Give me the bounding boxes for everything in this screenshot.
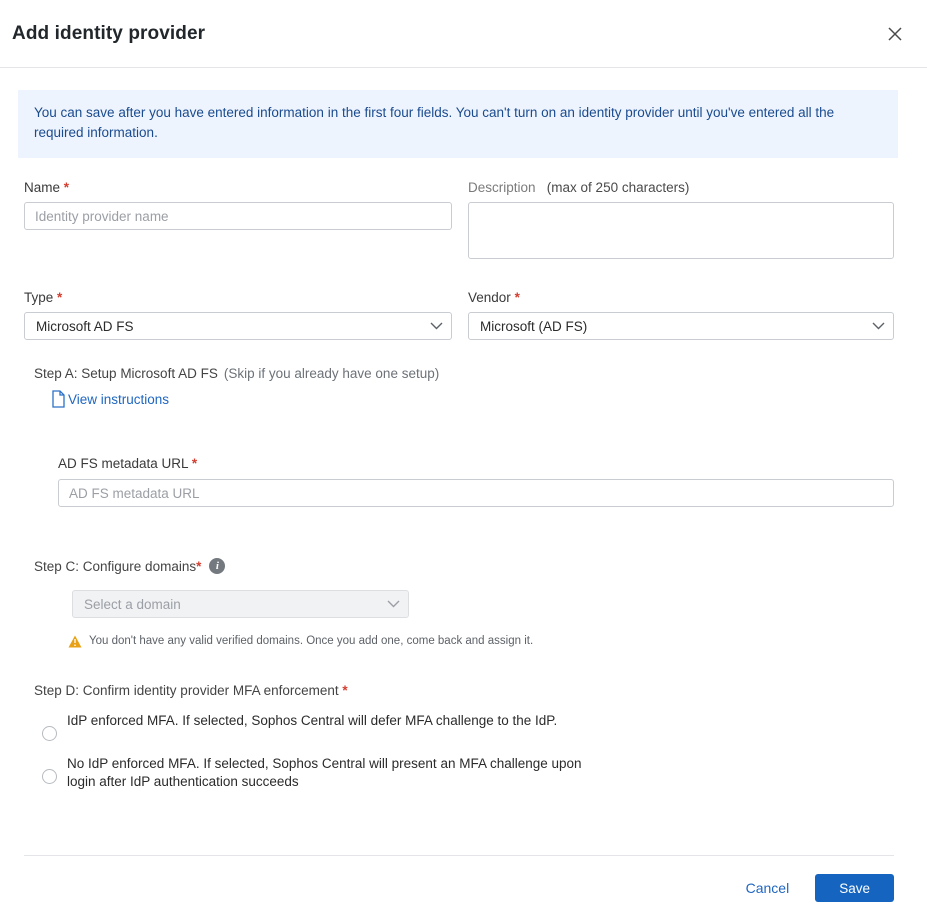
step-a-text: Step A: Setup Microsoft AD FS <box>34 366 218 381</box>
mfa-option-idp-enforced[interactable] <box>42 712 894 741</box>
dialog-body <box>0 68 927 791</box>
name-field-group <box>24 180 452 264</box>
metadata-url-required-marker: * <box>191 456 198 471</box>
description-textarea[interactable] <box>468 202 894 259</box>
vendor-required-marker: * <box>514 290 520 305</box>
dialog-footer <box>24 855 894 902</box>
radio-idp-enforced-label[interactable]: IdP enforced MFA. If selected, Sophos Central will defer MFA challenge to the IdP. <box>67 713 558 728</box>
domain-select-wrap <box>72 590 409 618</box>
view-instructions-link[interactable]: View instructions <box>68 391 170 407</box>
vendor-field-group <box>468 290 894 340</box>
vendor-label <box>468 290 894 305</box>
metadata-url-label <box>58 456 894 471</box>
mfa-option-no-idp-enforced[interactable] <box>42 755 894 791</box>
step-a-skip-note: (Skip if you already have one setup) <box>223 366 440 381</box>
description-label-text: Description <box>468 180 536 195</box>
name-required-marker: * <box>63 180 70 195</box>
domain-warning-text: You don't have any valid verified domains. Once you add one, come back and assign it. <box>89 635 534 647</box>
step-d-block <box>34 683 894 791</box>
row-type-vendor <box>24 290 894 340</box>
radio-idp-enforced[interactable] <box>42 726 57 741</box>
document-icon <box>51 390 66 408</box>
step-c-label-text: Step C: Configure domains <box>34 558 197 574</box>
view-instructions-row[interactable] <box>51 390 894 408</box>
page-title: Add identity provider <box>12 22 206 44</box>
type-label <box>24 290 452 305</box>
radio-no-idp-enforced[interactable] <box>42 769 57 784</box>
info-banner: You can save after you have entered information in the first four fields. You can't turn on an identity provider until you've entered all the required information. <box>18 90 898 158</box>
row-name-description <box>24 180 894 264</box>
name-label <box>24 180 452 195</box>
description-field-group <box>468 180 894 264</box>
dialog-header <box>0 0 927 68</box>
metadata-url-group <box>58 456 894 507</box>
metadata-url-label-text: AD FS metadata URL <box>58 456 189 471</box>
step-c-label <box>34 558 894 574</box>
close-icon[interactable] <box>883 22 907 46</box>
step-d-label-text: Step D: Confirm identity provider MFA enforcement <box>34 683 339 698</box>
info-icon[interactable]: i <box>209 558 225 574</box>
description-label <box>468 180 894 195</box>
type-select[interactable]: Microsoft AD FS <box>24 312 452 340</box>
type-required-marker: * <box>57 290 63 305</box>
metadata-url-input[interactable] <box>58 479 894 507</box>
name-input[interactable] <box>24 202 452 230</box>
warning-icon <box>68 635 82 648</box>
step-c-block <box>34 558 894 649</box>
cancel-button[interactable]: Cancel <box>742 874 794 902</box>
step-a-block <box>24 366 894 408</box>
description-hint: (max of 250 characters) <box>546 180 690 195</box>
vendor-select[interactable]: Microsoft (AD FS) <box>468 312 894 340</box>
save-button[interactable]: Save <box>815 874 894 902</box>
name-label-text: Name <box>24 180 61 195</box>
radio-no-idp-enforced-label[interactable]: No IdP enforced MFA. If selected, Sophos Central will present an MFA challenge upon login after IdP authentication succeeds <box>67 756 582 789</box>
domain-select[interactable]: Select a domain <box>72 590 409 618</box>
step-d-required-marker: * <box>342 683 348 698</box>
vendor-label-text: Vendor <box>468 290 511 305</box>
type-select-wrap <box>24 312 452 340</box>
vendor-select-wrap <box>468 312 894 340</box>
domain-warning <box>68 634 894 649</box>
step-d-label <box>34 683 894 698</box>
step-c-required-marker: * <box>196 558 202 574</box>
type-label-text: Type <box>24 290 54 305</box>
type-field-group <box>24 290 452 340</box>
step-a-label <box>34 366 894 381</box>
